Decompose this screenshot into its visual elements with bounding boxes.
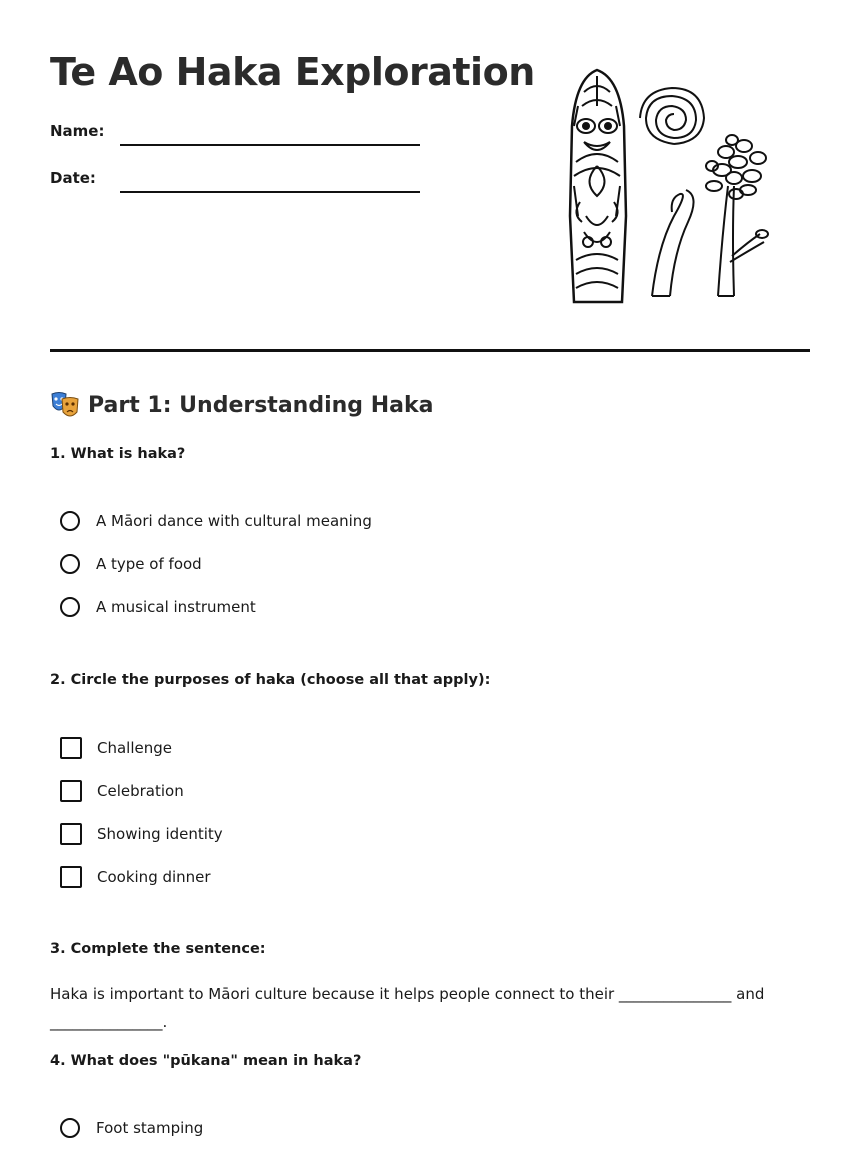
q2-option-1[interactable] <box>60 737 172 759</box>
q1-option-3-label: A musical instrument <box>96 598 256 616</box>
q4-option-1-radio[interactable] <box>60 1118 80 1138</box>
theatre-masks-icon <box>50 390 80 420</box>
tree-icon <box>706 135 768 296</box>
q2-option-4-label: Cooking dinner <box>97 868 211 886</box>
q2-option-4-checkbox[interactable] <box>60 866 82 888</box>
maori-art-illustration <box>562 66 777 306</box>
date-label: Date: <box>50 169 96 187</box>
q4-option-1[interactable] <box>60 1118 203 1138</box>
q2-option-3-checkbox[interactable] <box>60 823 82 845</box>
name-label: Name: <box>50 122 105 140</box>
question-4: 4. What does "pūkana" mean in haka? <box>50 1053 362 1069</box>
name-input-line[interactable] <box>120 144 420 146</box>
q2-option-3[interactable] <box>60 823 223 845</box>
q1-option-2-radio[interactable] <box>60 554 80 574</box>
date-field <box>50 169 96 187</box>
q2-option-2[interactable] <box>60 780 184 802</box>
name-field <box>50 122 104 140</box>
koru-spiral-icon <box>640 88 704 144</box>
q3-sentence: Haka is important to Māori culture because it helps people connect to their _______________ and _______________. <box>50 985 765 1031</box>
header-divider <box>50 349 810 352</box>
q2-option-3-label: Showing identity <box>97 825 223 843</box>
q1-option-2-label: A type of food <box>96 555 202 573</box>
q1-option-2[interactable] <box>60 554 202 574</box>
question-1: 1. What is haka? <box>50 446 186 462</box>
date-input-line[interactable] <box>120 191 420 193</box>
q1-option-1-radio[interactable] <box>60 511 80 531</box>
q1-option-1[interactable] <box>60 511 372 531</box>
fern-frond-icon <box>652 190 694 296</box>
q1-option-3-radio[interactable] <box>60 597 80 617</box>
part1-heading <box>50 390 433 420</box>
part1-heading-text: Part 1: Understanding Haka <box>88 392 434 418</box>
q2-option-1-label: Challenge <box>97 739 172 757</box>
q1-option-1-label: A Māori dance with cultural meaning <box>96 512 372 530</box>
question-2: 2. Circle the purposes of haka (choose all that apply): <box>50 672 491 688</box>
pou-carving-icon <box>570 70 626 302</box>
q2-option-2-checkbox[interactable] <box>60 780 82 802</box>
q4-option-1-label: Foot stamping <box>96 1119 204 1137</box>
q2-option-2-label: Celebration <box>97 782 184 800</box>
question-3: 3. Complete the sentence: <box>50 941 266 957</box>
q2-option-4[interactable] <box>60 866 211 888</box>
q2-option-1-checkbox[interactable] <box>60 737 82 759</box>
page-title: Te Ao Haka Exploration <box>50 50 535 94</box>
q1-option-3[interactable] <box>60 597 256 617</box>
